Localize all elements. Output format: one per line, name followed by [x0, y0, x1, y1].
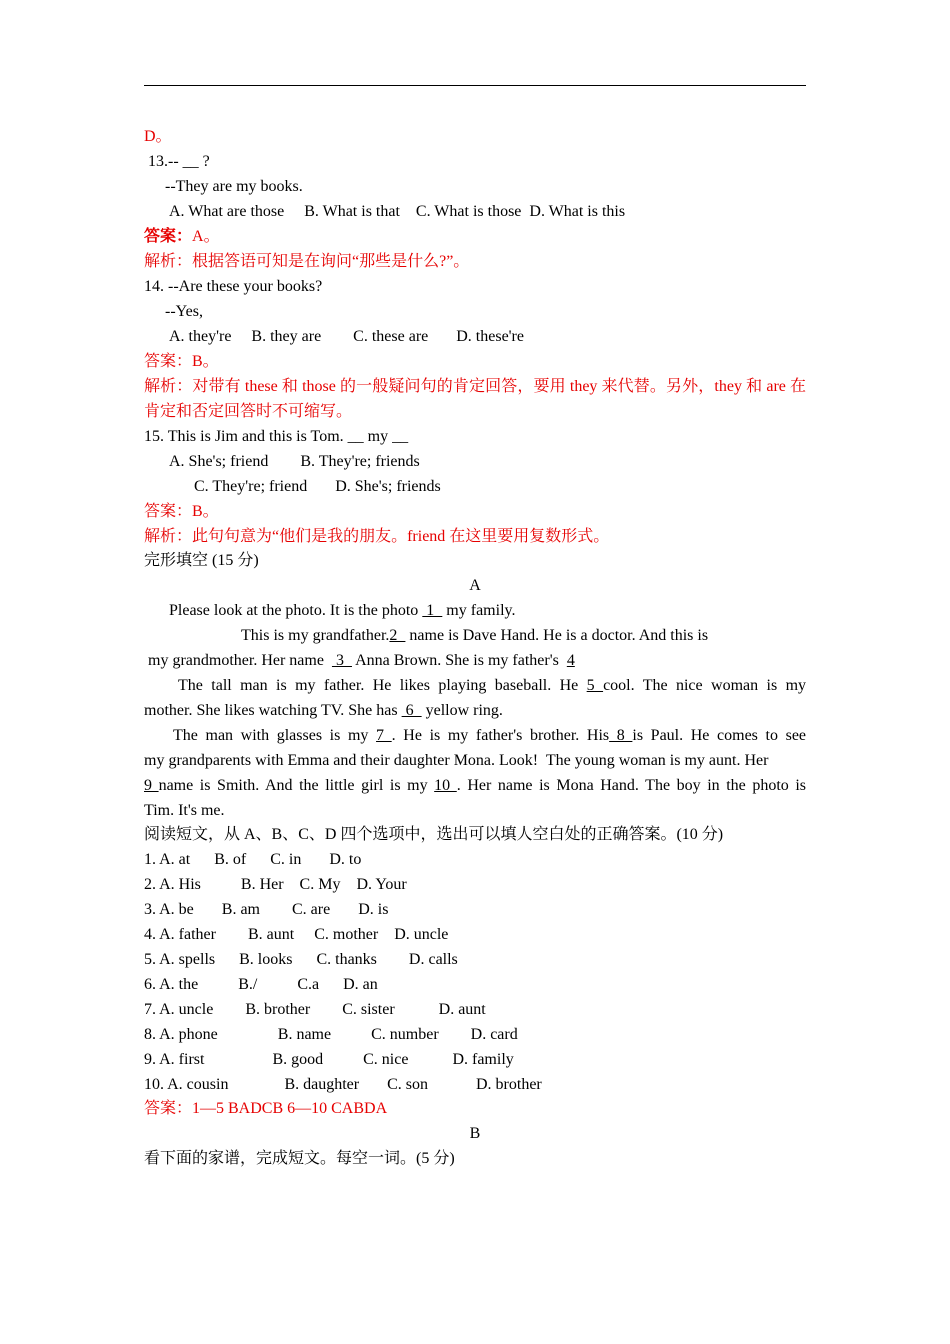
option-row: 4. A. father B. aunt C. mother D. uncle	[144, 926, 449, 943]
q15-analysis: 解析：此句句意为“他们是我的朋友。friend 在这里要用复数形式。	[144, 528, 610, 545]
passage-text: my family.	[442, 602, 516, 619]
passage-text: The tall man is my father. He likes playing baseball. He	[178, 677, 587, 694]
passage-text: . Her name is Mona Hand. The boy in the photo is	[456, 777, 807, 794]
q15-options-line1: A. She's; friend B. They're; friends	[169, 453, 420, 470]
q15-options-line2: C. They're; friend D. She's; friends	[194, 478, 441, 495]
option-row: 6. A. the B./ C.a D. an	[144, 976, 378, 993]
blank-9: 9	[144, 777, 159, 794]
passage-line: my grandparents with Emma and their daughter Mona. Look! The young woman is my aunt. Her	[144, 752, 769, 769]
passage-line: Tim. It's me.	[144, 802, 225, 819]
passage-text: yellow ring.	[421, 702, 503, 719]
q13-prompt: 13.-- __ ?	[148, 153, 210, 170]
blank-2: 2	[389, 627, 406, 644]
q14-prompt: 14. --Are these your books?	[144, 278, 323, 295]
cloze-answer: 答案：1—5 BADCB 6—10 CABDA	[144, 1100, 388, 1117]
option-row: 7. A. uncle B. brother C. sister D. aunt	[144, 1001, 486, 1018]
passage-text: Anna Brown. She is my father's	[351, 652, 567, 669]
option-row: 5. A. spells B. looks C. thanks D. calls	[144, 951, 458, 968]
q13-reply: --They are my books.	[165, 178, 303, 195]
passage-text: mother. She likes watching TV. She has	[144, 702, 402, 719]
q13-options: A. What are those B. What is that C. What is those D. What is this	[169, 203, 626, 220]
blank-1: 1	[422, 602, 443, 619]
passage-text: . He is my father's brother. His	[391, 727, 610, 744]
q14-analysis-line1: 解析：对带有 these 和 those 的一般疑问句的肯定回答，要用 they 来代替。另外，they 和 are 在	[144, 378, 806, 395]
q15-prompt: 15. This is Jim and this is Tom. __ my __	[144, 428, 409, 445]
q14-reply: --Yes,	[165, 303, 203, 320]
passage-line	[241, 623, 903, 648]
blank-4: 4	[566, 652, 575, 669]
q14-answer: 答案：B。	[144, 353, 219, 370]
blank-3: 3	[331, 652, 352, 669]
passage-text: name is Dave Hand. He is a doctor. And this is	[405, 627, 709, 644]
section-a-label: A	[469, 577, 481, 594]
q13-answer-label: 答案：	[144, 228, 193, 245]
section-b-instruction: 看下面的家谱，完成短文。每空一词。(5 分)	[144, 1150, 455, 1167]
option-row: 2. A. His B. Her C. My D. Your	[144, 876, 407, 893]
passage-text: cool. The nice woman is my	[603, 677, 807, 694]
q12-answer-tail: D。	[144, 128, 172, 145]
blank-6: 6	[401, 702, 422, 719]
passage-line	[144, 773, 806, 798]
passage-text: This is my grandfather.	[241, 627, 390, 644]
option-row: 1. A. at B. of C. in D. to	[144, 851, 362, 868]
blank-7: 7	[376, 727, 392, 744]
passage-text: Please look at the photo. It is the photo	[169, 602, 423, 619]
q15-answer: 答案：B。	[144, 503, 219, 520]
q13-analysis: 解析：根据答语可知是在询问“那些是什么?”。	[144, 253, 470, 270]
section-b-label: B	[469, 1125, 481, 1142]
q13-answer	[144, 224, 806, 249]
blank-8: 8	[609, 727, 633, 744]
option-row: 3. A. be B. am C. are D. is	[144, 901, 389, 918]
option-row: 10. A. cousin B. daughter C. son D. brother	[144, 1076, 542, 1093]
q13-answer-value: A。	[192, 228, 220, 245]
passage-line	[173, 723, 806, 748]
q14-analysis-line2: 肯定和否定回答时不可缩写。	[144, 403, 353, 420]
option-row: 8. A. phone B. name C. number D. card	[144, 1026, 518, 1043]
passage-text: The man with glasses is my	[173, 727, 377, 744]
cloze-instruction: 阅读短文，从 A、B、C、D 四个选项中，选出可以填人空白处的正确答案。(10 分)	[144, 826, 724, 843]
passage-line	[148, 648, 810, 673]
passage-text: is Paul. He comes to see	[632, 727, 807, 744]
passage-line	[144, 698, 806, 723]
cloze-heading: 完形填空 (15 分)	[144, 552, 259, 569]
option-row: 9. A. first B. good C. nice D. family	[144, 1051, 514, 1068]
header-rule	[144, 85, 806, 86]
passage-line	[178, 673, 806, 698]
blank-10: 10	[434, 777, 457, 794]
q14-options: A. they're B. they are C. these are D. these're	[169, 328, 524, 345]
passage-line	[169, 598, 831, 623]
passage-text: name is Smith. And the little girl is my	[158, 777, 435, 794]
passage-text: my grandmother. Her name	[148, 652, 332, 669]
blank-5: 5	[586, 677, 604, 694]
